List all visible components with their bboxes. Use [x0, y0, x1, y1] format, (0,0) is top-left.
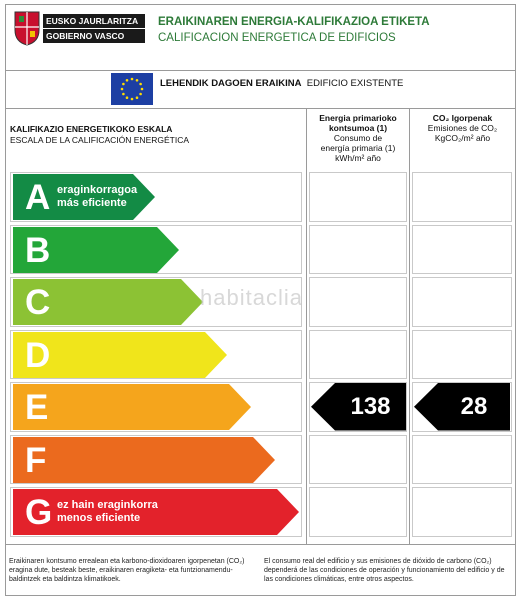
eu-flag-icon: [111, 73, 153, 105]
scale-grid-cell: [309, 330, 407, 380]
org-name-es: GOBIERNO VASCO: [43, 29, 145, 43]
divider: [5, 108, 516, 109]
coat-of-arms-icon: [13, 10, 41, 46]
scale-title-es: ESCALA DE LA CALIFICACIÓN ENERGÉTICA: [10, 135, 190, 145]
footer-note-eu: Eraikinaren kontsumo errealean eta karbono-dioxidoaren igorpenetan (CO₂) eragina dute, besteak beste, eraikinaren eragiketa- eta funtzionamendu-baldintzek eta baldintza klimatikoek.: [9, 558, 245, 583]
scale-title-eu: KALIFIKAZIO ENERGETIKOKO ESKALA: [10, 124, 173, 134]
bottom-efficiency-label: ez hain eraginkorra: [57, 499, 158, 511]
energy-class-letter: E: [25, 388, 49, 427]
scale-grid-cell: [412, 330, 512, 380]
co2-rating: [414, 383, 510, 431]
title-basque: ERAIKINAREN ENERGIA-KALIFIKAZIOA ETIKETA: [158, 16, 430, 28]
column-separator: [306, 108, 307, 544]
col1-header-line: Energia primarioko: [319, 113, 397, 123]
energy-class-letter: G: [25, 493, 53, 532]
col2-header-line: Emisiones de CO₂: [427, 123, 498, 133]
energy-class-letter: B: [25, 230, 51, 270]
top-efficiency-label: eraginkorragoa: [57, 184, 138, 196]
col2-header-line: CO₂ Igorpenak: [432, 113, 493, 123]
primary-energy-rating-value: 138: [350, 393, 391, 420]
scale-grid-cell: [412, 487, 512, 537]
energy-class-g-arrow: [13, 489, 299, 535]
scale-grid-cell: [309, 225, 407, 275]
col1-header-line: kWh/m² año: [335, 153, 381, 163]
energy-class-a-arrow: [13, 174, 155, 220]
col1-header-line: Consumo de: [333, 133, 383, 143]
scale-grid-cell: [309, 487, 407, 537]
scale-grid-cell: [309, 172, 407, 222]
energy-class-c-arrow: [13, 279, 203, 325]
watermark: habitaclia: [200, 285, 303, 310]
co2-header: [410, 113, 515, 143]
col1-header-line: kontsumoa (1): [328, 123, 388, 133]
scale-grid-cell: [412, 172, 512, 222]
top-efficiency-label: más eficiente: [57, 197, 127, 209]
energy-class-d-arrow: [13, 332, 227, 378]
energy-class-e-arrow: [13, 384, 251, 430]
col1-header-line: energía primaria (1): [320, 143, 396, 153]
co2-rating-value: 28: [460, 393, 488, 420]
primary-energy-header: [308, 113, 408, 163]
scale-grid-cell: [412, 225, 512, 275]
column-separator: [409, 108, 410, 544]
energy-class-letter: C: [25, 283, 51, 322]
scale-grid-cell: [309, 277, 407, 327]
scale-grid-cell: [412, 277, 512, 327]
building-type: [160, 78, 403, 89]
energy-class-letter: F: [25, 440, 47, 480]
energy-class-letter: A: [25, 178, 51, 217]
title-spanish: CALIFICACION ENERGETICA DE EDIFICIOS: [158, 32, 396, 44]
building-type-es: EDIFICIO EXISTENTE: [306, 78, 404, 89]
scale-grid-cell: [309, 435, 407, 485]
bottom-efficiency-label: menos eficiente: [57, 512, 141, 524]
energy-class-b-arrow: [13, 227, 179, 273]
building-type-eu: LEHENDIK DAGOEN ERAIKINA: [160, 78, 302, 89]
footer-note-es: El consumo real del edificio y sus emisiones de dióxido de carbono (CO₂) dependerá de las condiciones de operación y funcionamiento del edificio y de las condiciones climáticas, entre otros aspectos.: [264, 558, 505, 583]
energy-class-letter: D: [25, 335, 51, 375]
energy-class-f-arrow: [13, 437, 275, 483]
scale-grid-cell: [412, 435, 512, 485]
divider: [5, 70, 516, 71]
primary-energy-rating: [311, 383, 406, 431]
col2-header-line: KgCO₂/m² año: [434, 133, 491, 143]
basque-government-logo: [13, 10, 145, 46]
divider: [5, 544, 516, 545]
org-name-eu: EUSKO JAURLARITZA: [43, 14, 145, 28]
